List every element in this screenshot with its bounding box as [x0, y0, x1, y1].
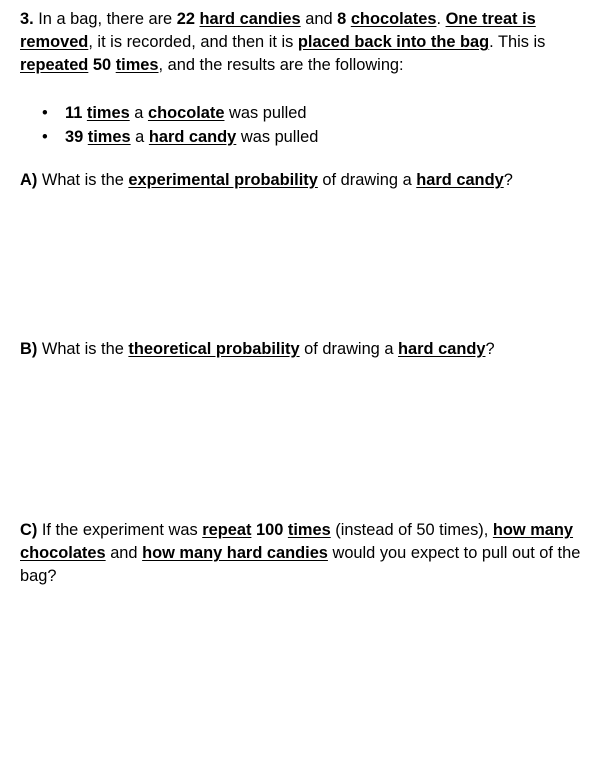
question-text: ? — [503, 171, 513, 189]
one-treat-removed-term: One treat is removed — [20, 10, 536, 51]
problem-statement — [20, 8, 600, 77]
question-text: (instead of 50 times), — [330, 521, 493, 539]
question-a — [20, 169, 600, 192]
question-text: would you expect to pull out of the bag? — [20, 544, 581, 585]
result-text: a — [130, 128, 149, 146]
times-term: times — [287, 521, 331, 539]
question-text: of drawing a — [317, 171, 417, 189]
trial-count: 100 — [255, 521, 284, 539]
chocolates-term: chocolates — [350, 10, 437, 28]
list-item — [20, 102, 580, 125]
intro-text: , it is recorded, and then it is — [88, 33, 298, 51]
question-c — [20, 519, 600, 588]
result-item: hard candy — [148, 128, 237, 146]
hard-candy-count: 22 — [176, 10, 195, 28]
intro-text: . — [436, 10, 446, 28]
intro-text: and — [300, 10, 338, 28]
result-count: 11 — [65, 104, 83, 122]
question-text: What is the — [37, 171, 129, 189]
question-text: of drawing a — [299, 340, 399, 358]
question-label: A) — [20, 171, 38, 189]
how-many-chocolates-term: how many chocolates — [20, 521, 574, 562]
trial-count: 50 — [92, 56, 112, 74]
how-many-hard-candies-term: how many hard candies — [142, 544, 328, 562]
result-item: chocolate — [147, 104, 225, 122]
chocolate-count: 8 — [337, 10, 347, 28]
question-text: and — [105, 544, 143, 562]
question-text: What is the — [37, 340, 129, 358]
result-text: was pulled — [236, 128, 319, 146]
result-text: a — [129, 104, 148, 122]
result-text: was pulled — [224, 104, 307, 122]
times-term: times — [87, 128, 131, 146]
hard-candies-term: hard candies — [199, 10, 301, 28]
list-item — [20, 126, 580, 149]
problem-number: 3. — [20, 10, 34, 28]
question-text: ? — [485, 340, 495, 358]
experimental-probability-term: experimental probability — [128, 171, 318, 189]
times-term: times — [86, 104, 130, 122]
repeat-term: repeat — [202, 521, 252, 539]
question-b — [20, 338, 600, 361]
result-count: 39 — [65, 128, 84, 146]
hard-candy-term: hard candy — [398, 340, 486, 358]
question-text: If the experiment was — [37, 521, 203, 539]
bullet-icon: • — [42, 104, 48, 122]
hard-candy-term: hard candy — [416, 171, 504, 189]
theoretical-probability-term: theoretical probability — [128, 340, 300, 358]
repeated-term: repeated — [20, 56, 89, 74]
question-label: C) — [20, 521, 38, 539]
intro-text: , and the results are the following: — [158, 56, 404, 74]
placed-back-term: placed back into the bag — [297, 33, 490, 51]
bullet-icon: • — [42, 128, 48, 146]
results-list — [20, 102, 580, 150]
question-label: B) — [20, 340, 38, 358]
times-term: times — [115, 56, 159, 74]
intro-text: In a bag, there are — [33, 10, 177, 28]
intro-text: . This is — [489, 33, 546, 51]
